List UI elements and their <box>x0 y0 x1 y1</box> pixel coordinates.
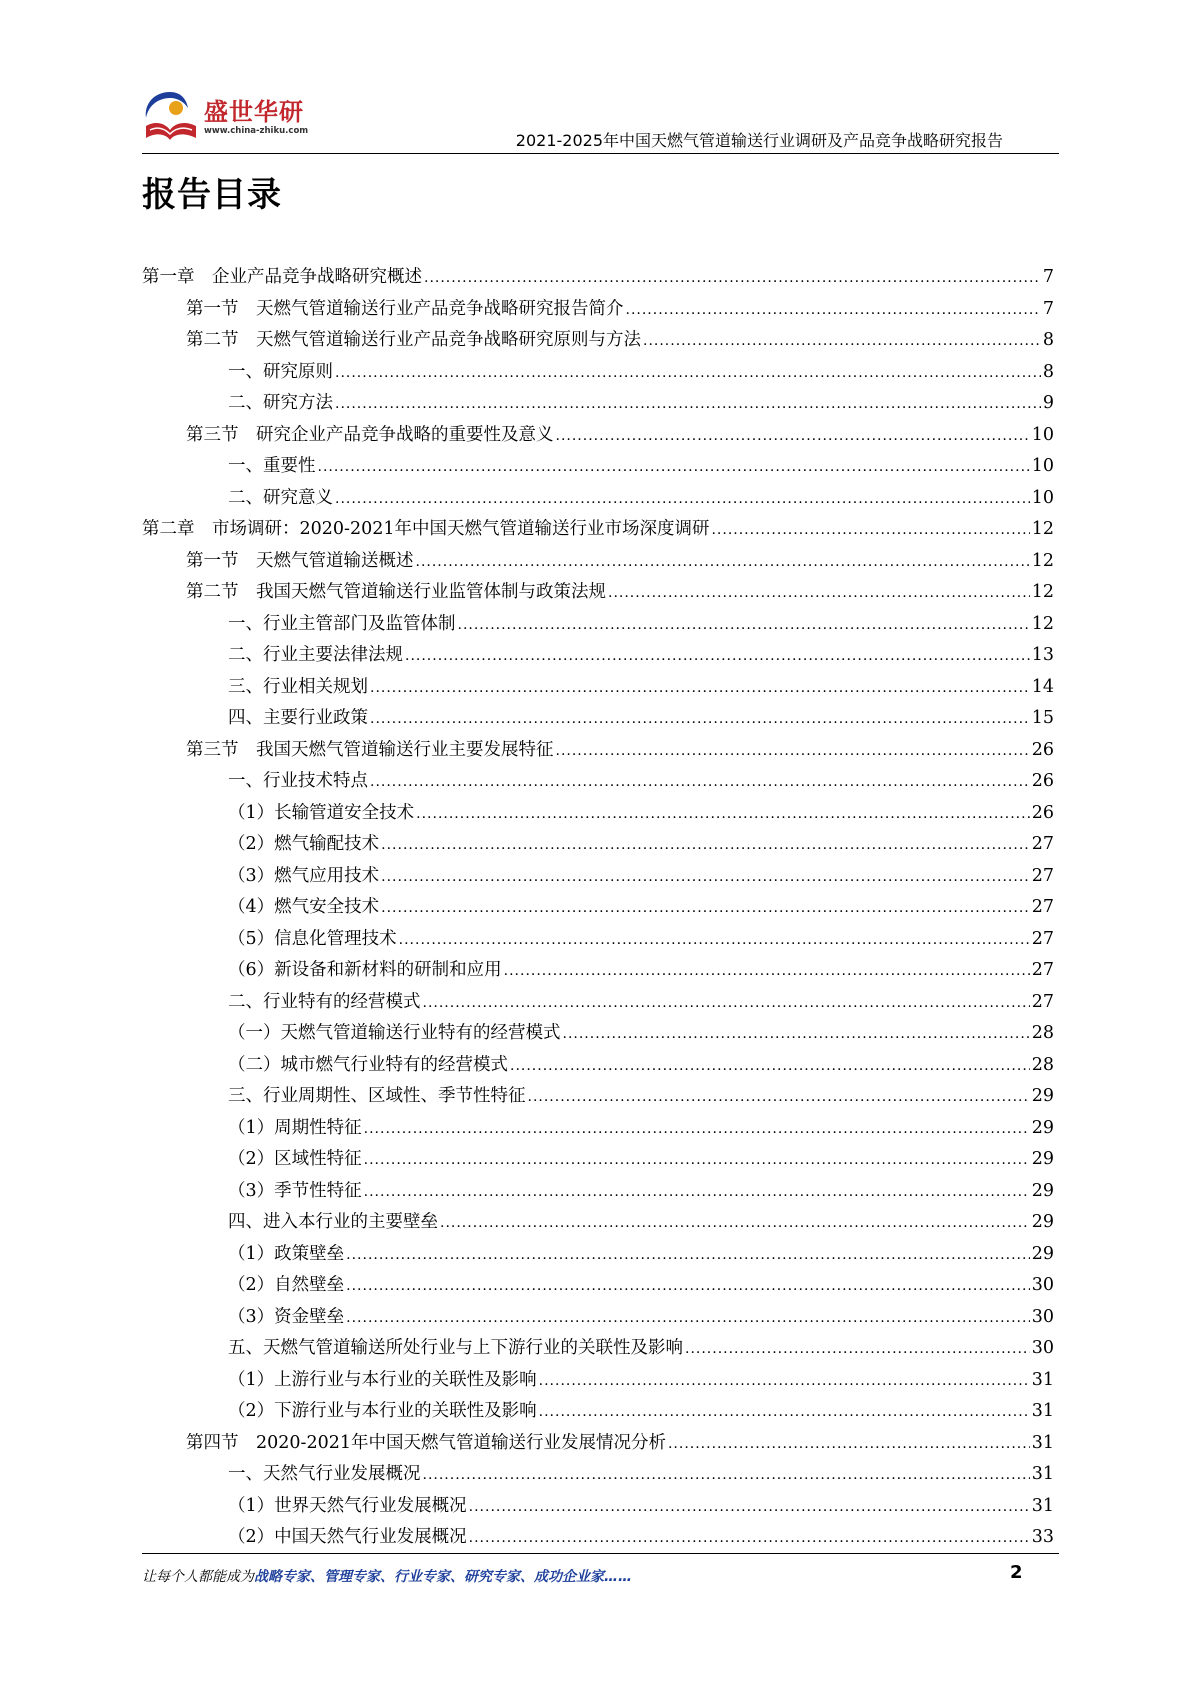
toc-entry-label: 第二章 市场调研：2020-2021年中国天燃气管道输送行业市场深度调研 <box>142 519 710 539</box>
toc-entry-label: 一、研究原则 <box>228 361 333 382</box>
toc-entry[interactable] <box>142 262 1054 294</box>
slogan-prefix: 让每个人都能成为 <box>142 1569 254 1585</box>
logo-url: www.china-zhiku.com <box>204 126 309 136</box>
toc-entry[interactable] <box>142 703 1054 735</box>
toc-entry[interactable] <box>142 1113 1054 1145</box>
toc-leader-dots <box>346 1270 1030 1303</box>
toc-entry[interactable] <box>142 1239 1054 1271</box>
report-title: 2021-2025年中国天燃气管道输送行业调研及产品竞争战略研究报告 <box>515 131 1003 150</box>
page-number: 2 <box>1010 1562 1023 1583</box>
toc-leader-dots <box>423 987 1030 1020</box>
toc-entry-page: 28 <box>1031 1023 1054 1043</box>
toc-entry-label: （1）周期性特征 <box>228 1117 362 1138</box>
toc-entry-label: （5）信息化管理技术 <box>228 928 397 949</box>
toc-entry[interactable] <box>142 735 1054 767</box>
toc-entry-page: 28 <box>1031 1054 1054 1075</box>
toc-entry-label: （一）天燃气管道输送行业特有的经营模式 <box>228 1023 561 1043</box>
toc-entry-label: （1）上游行业与本行业的关联性及影响 <box>228 1369 537 1390</box>
toc-entry-label: 第三节 研究企业产品竞争战略的重要性及意义 <box>186 424 554 445</box>
footer-slogan <box>142 1566 632 1586</box>
toc-entry-page: 31 <box>1031 1464 1054 1484</box>
toc-entry-label: 第四节 2020-2021年中国天燃气管道输送行业发展情况分析 <box>186 1432 666 1453</box>
toc-entry-label: （1）长输管道安全技术 <box>228 802 415 823</box>
toc-leader-dots <box>370 766 1030 799</box>
toc-entry[interactable] <box>142 829 1054 861</box>
toc-entry-label: （1）政策壁垒 <box>228 1243 345 1264</box>
toc-entry-page: 13 <box>1031 645 1054 665</box>
toc-entry-label: 一、天然气行业发展概况 <box>228 1464 421 1484</box>
toc-entry-label: （1）世界天然气行业发展概况 <box>228 1495 467 1516</box>
toc-leader-dots <box>346 1239 1030 1272</box>
toc-entry-page: 14 <box>1031 676 1054 697</box>
toc-entry[interactable] <box>142 1428 1054 1460</box>
toc-leader-dots <box>563 1018 1030 1051</box>
toc-leader-dots <box>335 388 1041 421</box>
toc-entry-page: 12 <box>1031 519 1054 539</box>
toc-entry-label: 第二节 天燃气管道输送行业产品竞争战略研究原则与方法 <box>186 330 641 350</box>
toc-leader-dots <box>440 1207 1030 1240</box>
toc-leader-dots <box>556 420 1030 453</box>
toc-leader-dots <box>364 1144 1030 1177</box>
toc-leader-dots <box>608 577 1030 610</box>
toc-entry[interactable] <box>142 1522 1054 1554</box>
toc-entry[interactable] <box>142 892 1054 924</box>
toc-entry-page: 8 <box>1042 330 1054 350</box>
toc-entry-page: 27 <box>1031 897 1054 917</box>
toc-entry-label: 第一节 天燃气管道输送概述 <box>186 550 414 571</box>
toc-entry[interactable] <box>142 1333 1054 1365</box>
table-of-contents <box>142 262 1054 1554</box>
toc-entry-page: 29 <box>1031 1086 1054 1106</box>
toc-entry-label: （2）自然壁垒 <box>228 1275 345 1295</box>
toc-entry[interactable] <box>142 1144 1054 1176</box>
toc-leader-dots <box>510 1050 1030 1083</box>
toc-entry-page: 31 <box>1031 1495 1054 1516</box>
toc-entry-page: 26 <box>1031 739 1054 760</box>
logo-mark-icon <box>140 86 202 146</box>
toc-leader-dots <box>318 451 1030 484</box>
toc-leader-dots <box>528 1081 1030 1114</box>
header-divider <box>142 153 1059 154</box>
toc-entry-label: 第一章 企业产品竞争战略研究概述 <box>142 267 422 287</box>
toc-entry[interactable] <box>142 640 1054 672</box>
toc-entry-label: 第一节 天燃气管道输送行业产品竞争战略研究报告简介 <box>186 298 624 319</box>
toc-entry-label: 四、主要行业政策 <box>228 708 368 728</box>
toc-entry-page: 27 <box>1031 834 1054 854</box>
toc-entry-label: 三、行业相关规划 <box>228 676 368 697</box>
toc-entry-label: 一、行业技术特点 <box>228 771 368 791</box>
toc-leader-dots <box>643 325 1041 358</box>
toc-leader-dots <box>370 703 1030 736</box>
toc-entry-page: 27 <box>1031 960 1054 980</box>
toc-entry-label: 四、进入本行业的主要壁垒 <box>228 1212 438 1232</box>
toc-entry-page: 30 <box>1031 1275 1054 1295</box>
toc-entry[interactable] <box>142 1176 1054 1208</box>
toc-entry-label: （6）新设备和新材料的研制和应用 <box>228 960 502 980</box>
toc-entry[interactable] <box>142 1270 1054 1302</box>
toc-entry-page: 31 <box>1031 1401 1054 1421</box>
toc-entry[interactable] <box>142 609 1054 641</box>
toc-leader-dots <box>381 861 1030 894</box>
logo-name: 盛世华研 <box>204 98 304 126</box>
toc-entry[interactable] <box>142 924 1054 956</box>
toc-leader-dots <box>364 1113 1030 1146</box>
toc-entry[interactable] <box>142 1018 1054 1050</box>
toc-entry[interactable] <box>142 294 1054 326</box>
toc-entry-page: 29 <box>1031 1212 1054 1232</box>
toc-leader-dots <box>381 892 1030 925</box>
toc-entry[interactable] <box>142 1396 1054 1428</box>
toc-leader-dots <box>423 1459 1030 1492</box>
toc-entry-label: 第二节 我国天燃气管道输送行业监管体制与政策法规 <box>186 582 606 602</box>
toc-leader-dots <box>539 1365 1030 1398</box>
toc-entry-label: 二、研究意义 <box>228 487 333 508</box>
toc-entry-label: 一、行业主管部门及监管体制 <box>228 613 456 634</box>
toc-leader-dots <box>381 829 1030 862</box>
toc-entry[interactable] <box>142 325 1054 357</box>
toc-entry-label: （二）城市燃气行业特有的经营模式 <box>228 1054 508 1075</box>
toc-entry[interactable] <box>142 955 1054 987</box>
toc-entry[interactable] <box>142 451 1054 483</box>
toc-entry[interactable] <box>142 672 1054 704</box>
toc-entry-page: 27 <box>1031 928 1054 949</box>
company-logo <box>140 86 340 148</box>
toc-entry[interactable] <box>142 1207 1054 1239</box>
toc-entry-label: 五、天燃气管道输送所处行业与上下游行业的关联性及影响 <box>228 1338 683 1358</box>
toc-entry[interactable] <box>142 514 1054 546</box>
toc-entry-page: 26 <box>1031 771 1054 791</box>
toc-entry-label: （2）燃气输配技术 <box>228 834 380 854</box>
toc-entry-label: （2）下游行业与本行业的关联性及影响 <box>228 1401 537 1421</box>
toc-entry-label: （4）燃气安全技术 <box>228 897 380 917</box>
toc-entry-page: 12 <box>1031 582 1054 602</box>
toc-entry[interactable] <box>142 388 1054 420</box>
slogan-highlight: 战略专家、管理专家、行业专家、研究专家、成功企业家…… <box>254 1569 632 1585</box>
toc-entry-page: 29 <box>1031 1117 1054 1138</box>
toc-entry-page: 10 <box>1031 487 1054 508</box>
toc-entry-page: 31 <box>1031 1432 1054 1453</box>
toc-entry-label: 二、研究方法 <box>228 393 333 413</box>
toc-entry[interactable] <box>142 483 1054 515</box>
toc-entry-page: 31 <box>1031 1369 1054 1390</box>
toc-entry-page: 29 <box>1031 1149 1054 1169</box>
toc-entry-page: 12 <box>1031 613 1054 634</box>
toc-entry-label: 二、行业主要法律法规 <box>228 645 403 665</box>
toc-entry[interactable] <box>142 1365 1054 1397</box>
toc-entry-page: 8 <box>1042 361 1054 382</box>
toc-entry-label: （2）中国天然气行业发展概况 <box>228 1527 467 1547</box>
toc-entry-label: （3）燃气应用技术 <box>228 865 380 886</box>
toc-entry-label: 一、重要性 <box>228 456 316 476</box>
toc-leader-dots <box>626 294 1041 327</box>
toc-leader-dots <box>504 955 1030 988</box>
toc-entry[interactable] <box>142 861 1054 893</box>
toc-entry-page: 27 <box>1031 991 1054 1012</box>
toc-entry[interactable] <box>142 577 1054 609</box>
page-title: 报告目录 <box>142 175 282 215</box>
toc-leader-dots <box>469 1522 1030 1555</box>
toc-entry[interactable] <box>142 420 1054 452</box>
toc-entry[interactable] <box>142 357 1054 389</box>
toc-leader-dots <box>335 357 1041 390</box>
toc-leader-dots <box>711 514 1029 547</box>
toc-entry-page: 29 <box>1031 1243 1054 1264</box>
toc-entry-label: （3）资金壁垒 <box>228 1306 345 1327</box>
toc-entry-page: 9 <box>1042 393 1054 413</box>
toc-entry[interactable] <box>142 1081 1054 1113</box>
toc-leader-dots <box>364 1176 1030 1209</box>
toc-entry[interactable] <box>142 1050 1054 1082</box>
toc-entry-page: 10 <box>1031 456 1054 476</box>
toc-entry[interactable] <box>142 1491 1054 1523</box>
footer-divider <box>142 1553 1059 1554</box>
toc-entry-page: 27 <box>1031 865 1054 886</box>
toc-leader-dots <box>668 1428 1030 1461</box>
toc-leader-dots <box>556 735 1030 768</box>
toc-entry[interactable] <box>142 1302 1054 1334</box>
toc-entry[interactable] <box>142 546 1054 578</box>
toc-leader-dots <box>399 924 1030 957</box>
toc-entry-page: 7 <box>1042 298 1054 319</box>
toc-leader-dots <box>539 1396 1030 1429</box>
toc-entry-page: 7 <box>1042 267 1054 287</box>
toc-entry-label: 第三节 我国天燃气管道输送行业主要发展特征 <box>186 739 554 760</box>
toc-entry-page: 15 <box>1031 708 1054 728</box>
toc-entry-page: 10 <box>1031 424 1054 445</box>
toc-leader-dots <box>405 640 1030 673</box>
toc-leader-dots <box>416 546 1030 579</box>
toc-leader-dots <box>335 483 1030 516</box>
toc-entry[interactable] <box>142 987 1054 1019</box>
toc-entry-label: 二、行业特有的经营模式 <box>228 991 421 1012</box>
toc-entry-page: 33 <box>1031 1527 1054 1547</box>
toc-entry-page: 29 <box>1031 1180 1054 1201</box>
toc-leader-dots <box>416 798 1030 831</box>
toc-leader-dots <box>685 1333 1030 1366</box>
toc-leader-dots <box>346 1302 1030 1335</box>
toc-entry-label: 三、行业周期性、区域性、季节性特征 <box>228 1086 526 1106</box>
toc-entry-label: （2）区域性特征 <box>228 1149 362 1169</box>
toc-entry[interactable] <box>142 798 1054 830</box>
toc-leader-dots <box>469 1491 1030 1524</box>
toc-leader-dots <box>370 672 1030 705</box>
toc-entry-page: 30 <box>1031 1306 1054 1327</box>
toc-entry-label: （3）季节性特征 <box>228 1180 362 1201</box>
toc-entry-page: 12 <box>1031 550 1054 571</box>
toc-entry-page: 30 <box>1031 1338 1054 1358</box>
toc-leader-dots <box>458 609 1030 642</box>
toc-entry[interactable] <box>142 1459 1054 1491</box>
toc-entry[interactable] <box>142 766 1054 798</box>
toc-leader-dots <box>424 262 1041 295</box>
toc-entry-page: 26 <box>1031 802 1054 823</box>
